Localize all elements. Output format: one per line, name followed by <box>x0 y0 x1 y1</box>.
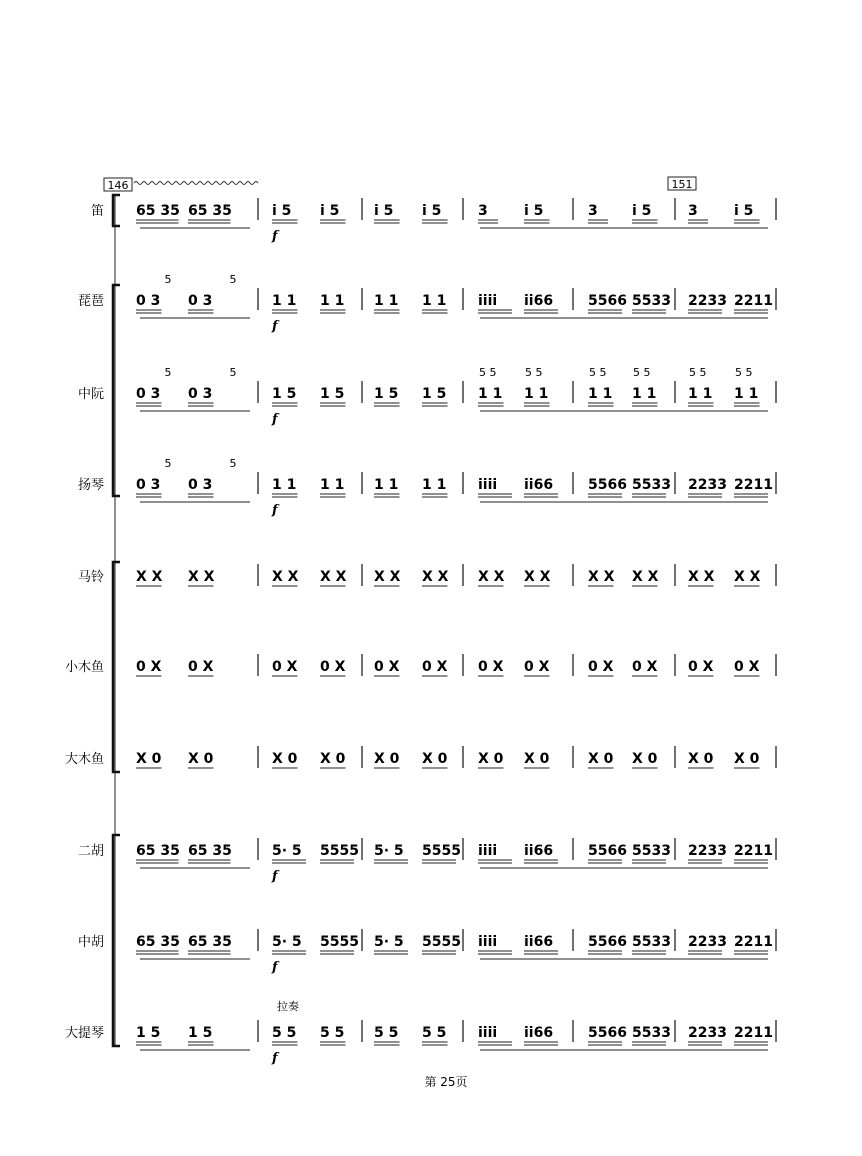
note-group: 1 1 <box>478 386 503 402</box>
note-group: X 0 <box>320 751 346 767</box>
note-group: X 0 <box>188 751 214 767</box>
note-group: 2211 <box>734 293 773 309</box>
upper-note: 5 5 <box>479 366 497 379</box>
instrument-label: 扬琴 <box>77 478 104 493</box>
staff-row <box>91 198 776 228</box>
instrument-label: 马铃 <box>77 570 104 585</box>
note-group: 65 35 <box>136 203 180 219</box>
trill-line <box>134 182 258 185</box>
instrument-label: 小木鱼 <box>64 660 104 675</box>
instrument-label: 笛 <box>90 204 104 219</box>
staff-row <box>78 273 776 318</box>
note-group: 3 <box>688 203 698 219</box>
note-group: 0 X <box>188 659 214 675</box>
note-group: 5533 <box>632 293 671 309</box>
staff-row <box>65 1020 776 1050</box>
note-group: 1 1 <box>688 386 713 402</box>
staff-row <box>78 838 776 868</box>
note-group: iiii <box>478 934 498 950</box>
note-group: 0 X <box>478 659 504 675</box>
dynamic-marking: f <box>272 503 278 518</box>
note-group: i 5 <box>734 203 754 219</box>
instrument-label: 大提琴 <box>64 1026 104 1041</box>
note-group: X X <box>320 569 347 585</box>
group-bracket-plucked <box>113 285 120 496</box>
note-group: 5533 <box>632 1025 671 1041</box>
note-group: 0 X <box>688 659 714 675</box>
note-group: 0 3 <box>136 477 161 493</box>
note-group: 0 X <box>320 659 346 675</box>
group-bracket-percussion <box>113 562 120 772</box>
note-group: X 0 <box>136 751 162 767</box>
svg-text:151: 151 <box>671 178 693 191</box>
note-group: X X <box>478 569 505 585</box>
note-group: 5555 <box>422 934 461 950</box>
note-group: 2233 <box>688 477 727 493</box>
note-group: 1 5 <box>422 386 447 402</box>
note-group: 5555 <box>320 934 359 950</box>
note-group: X X <box>688 569 715 585</box>
note-group: ii66 <box>524 477 554 493</box>
note-group: ii66 <box>524 293 554 309</box>
staff-row <box>65 654 776 676</box>
note-group: 65 35 <box>136 843 180 859</box>
note-group: ii66 <box>524 1025 554 1041</box>
dynamic-marking: f <box>272 869 278 884</box>
note-group: 65 35 <box>136 934 180 950</box>
note-group: 5533 <box>632 934 671 950</box>
upper-note: 5 <box>229 273 237 286</box>
staff-rows <box>65 198 776 1050</box>
note-group: 0 3 <box>136 293 161 309</box>
group-bracket-strings <box>113 835 120 1046</box>
note-group: iiii <box>478 843 498 859</box>
staff-row <box>65 746 776 768</box>
group-bracket-winds <box>113 195 120 226</box>
note-group: 1 1 <box>272 477 297 493</box>
technique-label: 拉奏 <box>277 1000 299 1013</box>
note-group: X X <box>188 569 215 585</box>
note-group: 1 5 <box>188 1025 213 1041</box>
note-group: X 0 <box>524 751 550 767</box>
note-group: 0 X <box>136 659 162 675</box>
note-group: 5· 5 <box>374 934 404 950</box>
note-group: X 0 <box>688 751 714 767</box>
note-group: 3 <box>588 203 598 219</box>
note-group: 5 5 <box>320 1025 345 1041</box>
instrument-label: 中阮 <box>77 387 104 402</box>
note-group: 5 5 <box>272 1025 297 1041</box>
dynamic-marking: f <box>272 960 278 975</box>
note-group: 2233 <box>688 843 727 859</box>
upper-note: 5 <box>229 366 237 379</box>
note-group: 0 3 <box>136 386 161 402</box>
note-group: 0 3 <box>188 386 213 402</box>
note-group: 1 1 <box>734 386 759 402</box>
note-group: 2211 <box>734 843 773 859</box>
upper-note: 5 5 <box>633 366 651 379</box>
note-group: 5· 5 <box>374 843 404 859</box>
note-group: X X <box>632 569 659 585</box>
note-group: 0 X <box>524 659 550 675</box>
note-group: 1 1 <box>374 293 399 309</box>
note-group: i 5 <box>374 203 394 219</box>
note-group: 1 1 <box>272 293 297 309</box>
upper-note: 5 <box>164 273 172 286</box>
note-group: X X <box>272 569 299 585</box>
dynamic-marking: f <box>272 229 278 244</box>
note-group: 5 5 <box>422 1025 447 1041</box>
note-group: 5· 5 <box>272 934 302 950</box>
note-group: 5· 5 <box>272 843 302 859</box>
note-group: 5 5 <box>374 1025 399 1041</box>
dynamic-marking: f <box>272 412 278 427</box>
note-group: 0 X <box>374 659 400 675</box>
page-number: 第 25页 <box>424 1075 468 1089</box>
note-group: 5555 <box>422 843 461 859</box>
note-group: X X <box>734 569 761 585</box>
note-group: 1 1 <box>524 386 549 402</box>
note-group: 5555 <box>320 843 359 859</box>
note-group: iiii <box>478 1025 498 1041</box>
note-group: 5566 <box>588 1025 627 1041</box>
note-group: 2233 <box>688 934 727 950</box>
upper-note: 5 <box>229 457 237 470</box>
upper-note: 5 <box>164 457 172 470</box>
note-group: 5566 <box>588 477 627 493</box>
dynamic-marking: f <box>272 319 278 334</box>
note-group: i 5 <box>632 203 652 219</box>
note-group: X X <box>136 569 163 585</box>
note-group: 1 1 <box>422 477 447 493</box>
note-group: 0 3 <box>188 293 213 309</box>
note-group: 65 35 <box>188 934 232 950</box>
note-group: i 5 <box>320 203 340 219</box>
note-group: 1 5 <box>272 386 297 402</box>
note-group: 2211 <box>734 1025 773 1041</box>
note-group: X X <box>524 569 551 585</box>
note-group: 1 1 <box>632 386 657 402</box>
note-group: X 0 <box>734 751 760 767</box>
rehearsal-mark-146 <box>104 178 132 192</box>
note-group: 2233 <box>688 293 727 309</box>
staff-row <box>78 929 776 959</box>
dynamic-marking: f <box>272 1051 278 1066</box>
note-group: i 5 <box>272 203 292 219</box>
note-group: 3 <box>478 203 488 219</box>
note-group: 1 1 <box>422 293 447 309</box>
note-group: X 0 <box>422 751 448 767</box>
note-group: 0 3 <box>188 477 213 493</box>
upper-note: 5 5 <box>525 366 543 379</box>
note-group: 2211 <box>734 934 773 950</box>
note-group: X 0 <box>478 751 504 767</box>
staff-row <box>78 366 776 411</box>
note-group: 0 X <box>632 659 658 675</box>
upper-note: 5 5 <box>589 366 607 379</box>
note-group: X X <box>374 569 401 585</box>
note-group: X 0 <box>588 751 614 767</box>
note-group: iiii <box>478 477 498 493</box>
note-group: 65 35 <box>188 203 232 219</box>
note-group: 0 X <box>734 659 760 675</box>
note-group: 1 1 <box>588 386 613 402</box>
note-group: 1 5 <box>320 386 345 402</box>
note-group: ii66 <box>524 843 554 859</box>
note-group: X 0 <box>272 751 298 767</box>
instrument-label: 二胡 <box>77 844 104 859</box>
instrument-label: 中胡 <box>77 935 104 950</box>
upper-note: 5 <box>164 366 172 379</box>
note-group: 0 X <box>588 659 614 675</box>
note-group: 0 X <box>422 659 448 675</box>
note-group: 2211 <box>734 477 773 493</box>
instrument-label: 大木鱼 <box>64 752 104 767</box>
rehearsal-mark-151 <box>668 177 696 191</box>
note-group: 5533 <box>632 477 671 493</box>
note-group: 1 1 <box>320 477 345 493</box>
upper-note: 5 5 <box>689 366 707 379</box>
note-group: iiii <box>478 293 498 309</box>
staff-row <box>78 457 776 502</box>
note-group: 5566 <box>588 843 627 859</box>
note-group: ii66 <box>524 934 554 950</box>
note-group: 1 1 <box>320 293 345 309</box>
note-group: 1 1 <box>374 477 399 493</box>
note-group: 65 35 <box>188 843 232 859</box>
note-group: 5566 <box>588 293 627 309</box>
staff-row <box>78 564 776 586</box>
note-group: 5533 <box>632 843 671 859</box>
note-group: i 5 <box>524 203 544 219</box>
note-group: X 0 <box>632 751 658 767</box>
note-group: 0 X <box>272 659 298 675</box>
note-group: 1 5 <box>374 386 399 402</box>
note-group: X X <box>588 569 615 585</box>
instrument-label: 琵琶 <box>77 294 104 309</box>
note-group: 1 5 <box>136 1025 161 1041</box>
note-group: X X <box>422 569 449 585</box>
svg-text:146: 146 <box>107 179 129 192</box>
upper-note: 5 5 <box>735 366 753 379</box>
note-group: i 5 <box>422 203 442 219</box>
note-group: 2233 <box>688 1025 727 1041</box>
note-group: X 0 <box>374 751 400 767</box>
note-group: 5566 <box>588 934 627 950</box>
